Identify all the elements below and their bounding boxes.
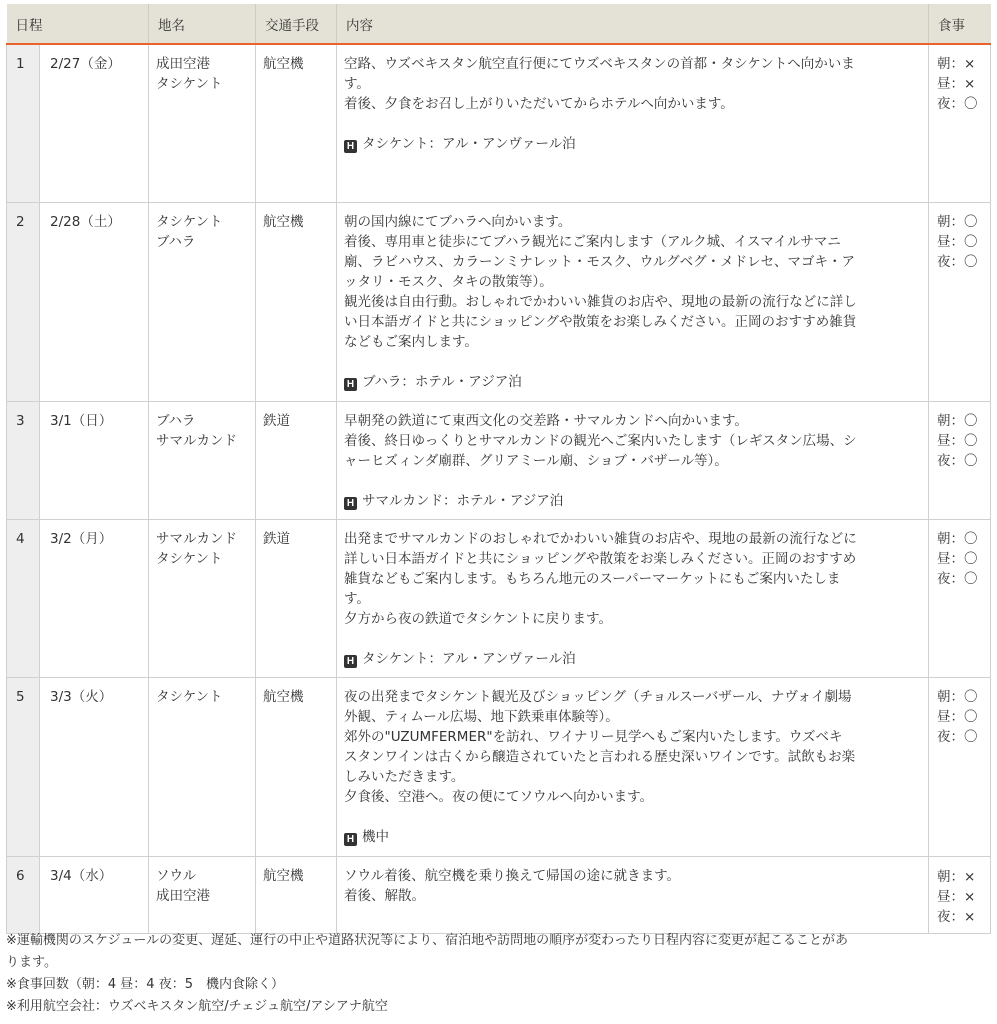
meal-item: 昼：〇 bbox=[937, 432, 978, 449]
content-line: 早朝発の鉄道にて東西文化の交差路・サマルカンドへ向かいます。 bbox=[344, 412, 748, 429]
hotel-icon: H bbox=[344, 378, 357, 391]
meals-cell bbox=[929, 856, 991, 933]
meals-cell bbox=[929, 401, 991, 519]
place-name: 成田空港 bbox=[156, 56, 210, 72]
content-line: す。 bbox=[344, 76, 370, 92]
content-line: 着後、専用車と徒歩にてブハラ観光にご案内します（アルク城、イスマイルサマニ bbox=[344, 233, 841, 250]
content-line: 廟、ラビハウス、カラーンミナレット・モスク、ウルグベグ・メドレセ、マゴキ・ア bbox=[344, 253, 855, 270]
hotel-icon: H bbox=[344, 140, 357, 153]
content-line: 夕食後、空港へ。夜の便にてソウルへ向かいます。 bbox=[344, 788, 654, 805]
content-cell bbox=[337, 677, 929, 856]
day-number: 5 bbox=[7, 677, 40, 856]
content-line: 外観、ティムール広場、地下鉄乗車体験等）。 bbox=[344, 708, 619, 725]
content-cell bbox=[337, 44, 929, 202]
transport-cell: 航空機 bbox=[256, 202, 337, 401]
place-cell bbox=[149, 202, 256, 401]
content-line: 観光後は自由行動。おしゃれでかわいい雑貨のお店や、現地の最新の流行などに詳し bbox=[344, 293, 857, 310]
content-line: 着後、終日ゆっくりとサマルカンドの観光へご案内いたします（レギスタン広場、シ bbox=[344, 432, 857, 449]
meal-item: 朝：〇 bbox=[937, 213, 978, 230]
header-content: 内容 bbox=[337, 4, 929, 44]
content-line: 雑貨などもご案内します。もちろん地元のスーパーマーケットにもご案内いたしま bbox=[344, 570, 841, 587]
meal-item: 夜：× bbox=[937, 908, 976, 925]
accommodation bbox=[344, 134, 921, 154]
note-line-1: ※運輸機関のスケジュールの変更、遅延、運行の中止や道路状況等により、宿泊地や訪問地の順序が変わったり日程内容に変更が起こることがあ bbox=[6, 933, 848, 948]
content-cell bbox=[337, 856, 929, 933]
itinerary-rows bbox=[7, 44, 991, 933]
accommodation-text: タシケント：アル・アンヴァール泊 bbox=[362, 136, 576, 152]
content-line: ャーヒズィンダ廟群、グリアミール廟、ショブ・バザール等）。 bbox=[344, 452, 728, 469]
accommodation bbox=[344, 649, 921, 669]
content-line: ソウル着後、航空機を乗り換えて帰国の途に就きます。 bbox=[344, 867, 681, 884]
content-line: い日本語ガイドと共にショッピングや散策をお楽しみください。正岡のおすすめ雑貨 bbox=[344, 313, 857, 330]
day-date: 3/3（火） bbox=[40, 677, 149, 856]
content-line: ッタリ・モスク、タキの散策等）。 bbox=[344, 273, 553, 290]
accommodation bbox=[344, 372, 921, 392]
content-line: 朝の国内線にてブハラへ向かいます。 bbox=[344, 213, 572, 230]
meal-item: 夜：〇 bbox=[937, 570, 978, 587]
day-date: 3/1（日） bbox=[40, 401, 149, 519]
note-airlines: ※利用航空会社：ウズベキスタン航空/チェジュ航空/アシアナ航空 bbox=[6, 999, 388, 1014]
note-meal-count: ※食事回数（朝：4 昼：4 夜：5 機内食除く） bbox=[6, 977, 284, 992]
meal-item: 昼：〇 bbox=[937, 233, 978, 250]
accommodation bbox=[344, 491, 921, 511]
place-cell bbox=[149, 856, 256, 933]
content-line: 着後、解散。 bbox=[344, 887, 425, 904]
meal-item: 夜：〇 bbox=[937, 728, 978, 745]
meal-item: 朝：× bbox=[937, 868, 976, 885]
place-name: ブハラ bbox=[156, 233, 196, 250]
day-number: 2 bbox=[7, 202, 40, 401]
transport-cell: 鉄道 bbox=[256, 519, 337, 677]
table-row bbox=[7, 519, 991, 677]
note-schedule-change bbox=[6, 930, 990, 974]
accommodation-text: 機中 bbox=[362, 828, 389, 845]
content-line: 夕方から夜の鉄道でタシケントに戻ります。 bbox=[344, 610, 612, 627]
header-meals: 食事 bbox=[929, 4, 991, 44]
content-line: 夜の出発までタシケント観光及びショッピング（チョルスーバザール、ナヴォイ劇場 bbox=[344, 688, 852, 705]
place-name: サマルカンド bbox=[156, 432, 237, 449]
meal-item: 昼：× bbox=[937, 76, 976, 92]
accommodation-text: ブハラ：ホテル・アジア泊 bbox=[362, 373, 522, 390]
place-cell bbox=[149, 519, 256, 677]
place-name: タシケント bbox=[156, 550, 223, 567]
accommodation-text: タシケント：アル・アンヴァール泊 bbox=[362, 650, 576, 667]
place-cell bbox=[149, 677, 256, 856]
content-line: 空路、ウズベキスタン航空直行便にてウズベキスタンの首都・タシケントへ向かいま bbox=[344, 56, 855, 72]
table-row bbox=[7, 401, 991, 519]
table-row bbox=[7, 677, 991, 856]
meal-item: 朝：〇 bbox=[937, 412, 978, 429]
meals-cell bbox=[929, 677, 991, 856]
transport-cell: 鉄道 bbox=[256, 401, 337, 519]
meal-item: 夜：〇 bbox=[937, 452, 978, 469]
content-line: スタンワインは古くから醸造されていたと言われる歴史深いワインです。試飲もお楽 bbox=[344, 748, 856, 765]
place-name: ブハラ bbox=[156, 412, 196, 429]
content-line: す。 bbox=[344, 590, 370, 607]
place-name: 成田空港 bbox=[156, 887, 210, 904]
hotel-icon: H bbox=[344, 655, 357, 668]
accommodation-text: サマルカンド：ホテル・アジア泊 bbox=[362, 492, 564, 509]
place-cell bbox=[149, 401, 256, 519]
header-transport: 交通手段 bbox=[256, 4, 337, 44]
place-cell bbox=[149, 44, 256, 202]
day-number: 3 bbox=[7, 401, 40, 519]
place-name: サマルカンド bbox=[156, 530, 237, 547]
place-name: タシケント bbox=[156, 213, 223, 230]
header-schedule: 日程 bbox=[7, 4, 149, 44]
meal-item: 昼：〇 bbox=[937, 708, 978, 725]
transport-cell: 航空機 bbox=[256, 44, 337, 202]
meals-cell bbox=[929, 519, 991, 677]
content-cell bbox=[337, 202, 929, 401]
content-line: しみいただきます。 bbox=[344, 768, 465, 785]
content-line: 着後、夕食をお召し上がりいただいてからホテルへ向かいます。 bbox=[344, 96, 734, 112]
place-name: タシケント bbox=[156, 76, 223, 92]
day-date: 3/4（水） bbox=[40, 856, 149, 933]
day-date: 2/28（土） bbox=[40, 202, 149, 401]
header-row bbox=[7, 4, 991, 44]
hotel-icon: H bbox=[344, 833, 357, 846]
content-line: 郊外の"UZUMFERMER"を訪れ、ワイナリー見学へもご案内いたします。ウズベキ bbox=[344, 728, 843, 745]
itinerary-table bbox=[6, 4, 991, 934]
table-row bbox=[7, 856, 991, 933]
table-row bbox=[7, 44, 991, 202]
note-line-2: ります。 bbox=[6, 955, 57, 970]
meal-item: 夜：〇 bbox=[937, 253, 978, 270]
notes bbox=[6, 930, 990, 1018]
meal-item: 昼：× bbox=[937, 888, 976, 905]
day-number: 4 bbox=[7, 519, 40, 677]
accommodation bbox=[344, 827, 921, 847]
content-cell bbox=[337, 519, 929, 677]
meal-item: 朝：〇 bbox=[937, 530, 978, 547]
meals-cell bbox=[929, 44, 991, 202]
meal-item: 昼：〇 bbox=[937, 550, 978, 567]
day-date: 3/2（月） bbox=[40, 519, 149, 677]
table-row bbox=[7, 202, 991, 401]
meals-cell bbox=[929, 202, 991, 401]
hotel-icon: H bbox=[344, 497, 357, 510]
header-place: 地名 bbox=[149, 4, 256, 44]
content-cell bbox=[337, 401, 929, 519]
transport-cell: 航空機 bbox=[256, 856, 337, 933]
meal-item: 夜：〇 bbox=[937, 96, 978, 112]
transport-cell: 航空機 bbox=[256, 677, 337, 856]
content-line: 出発までサマルカンドのおしゃれでかわいい雑貨のお店や、現地の最新の流行などに bbox=[344, 530, 857, 547]
content-line: などもご案内します。 bbox=[344, 333, 478, 350]
content-line: 詳しい日本語ガイドと共にショッピングや散策をお楽しみください。正岡のおすすめ bbox=[344, 550, 857, 567]
place-name: ソウル bbox=[156, 867, 197, 884]
meal-item: 朝：〇 bbox=[937, 688, 978, 705]
day-date: 2/27（金） bbox=[40, 44, 149, 202]
meal-item: 朝：× bbox=[937, 56, 976, 72]
day-number: 6 bbox=[7, 856, 40, 933]
day-number: 1 bbox=[7, 44, 40, 202]
place-name: タシケント bbox=[156, 688, 223, 705]
